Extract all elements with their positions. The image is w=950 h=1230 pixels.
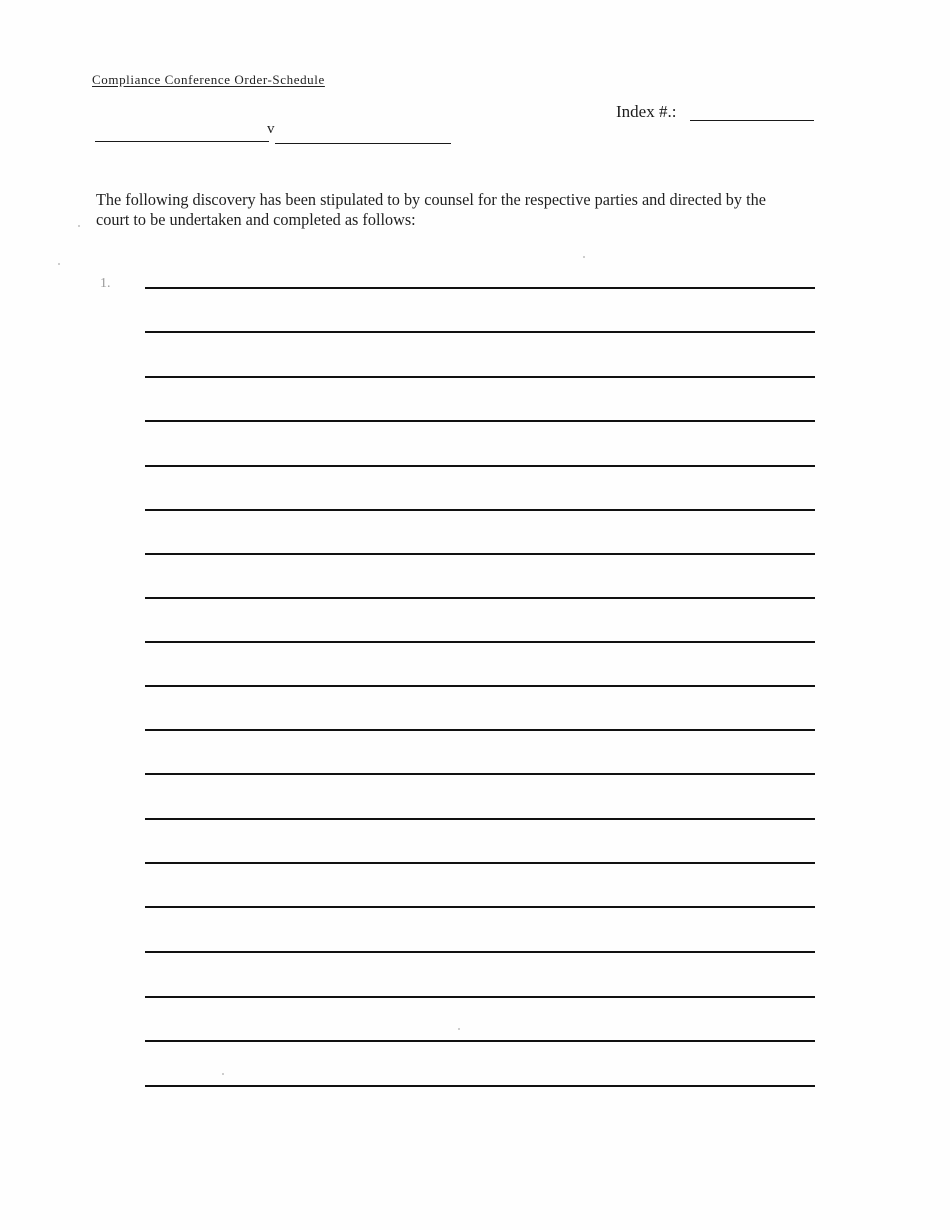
- entry-line: [145, 553, 815, 555]
- scan-speck: [58, 263, 60, 265]
- entry-line: [145, 331, 815, 333]
- entry-line: [145, 641, 815, 643]
- entry-line: [145, 420, 815, 422]
- entry-line: [145, 509, 815, 511]
- item-number: 1.: [100, 276, 111, 291]
- entry-line: [145, 906, 815, 908]
- scan-speck: [222, 1073, 224, 1075]
- index-number-blank: [690, 120, 814, 121]
- index-number-label: Index #.:: [616, 102, 677, 121]
- scan-speck: [458, 1028, 460, 1030]
- entry-line: [145, 287, 815, 289]
- scan-speck: [78, 225, 80, 227]
- entry-line: [145, 597, 815, 599]
- entry-line: [145, 376, 815, 378]
- entry-line: [145, 1085, 815, 1087]
- entry-line: [145, 465, 815, 467]
- entry-line: [145, 685, 815, 687]
- entry-line: [145, 818, 815, 820]
- entry-line: [145, 773, 815, 775]
- entry-line: [145, 996, 815, 998]
- plaintiff-name-blank: [95, 141, 269, 142]
- scan-speck: [583, 256, 585, 258]
- entry-line: [145, 1040, 815, 1042]
- stipulation-intro-text: The following discovery has been stipulated to by counsel for the respective parties and directed by the court to be undertaken and completed as follows:: [96, 190, 766, 229]
- versus-label: v: [267, 121, 275, 137]
- entry-line: [145, 951, 815, 953]
- defendant-name-blank: [275, 143, 451, 144]
- entry-line: [145, 862, 815, 864]
- entry-line: [145, 729, 815, 731]
- document-title: Compliance Conference Order-Schedule: [92, 72, 325, 87]
